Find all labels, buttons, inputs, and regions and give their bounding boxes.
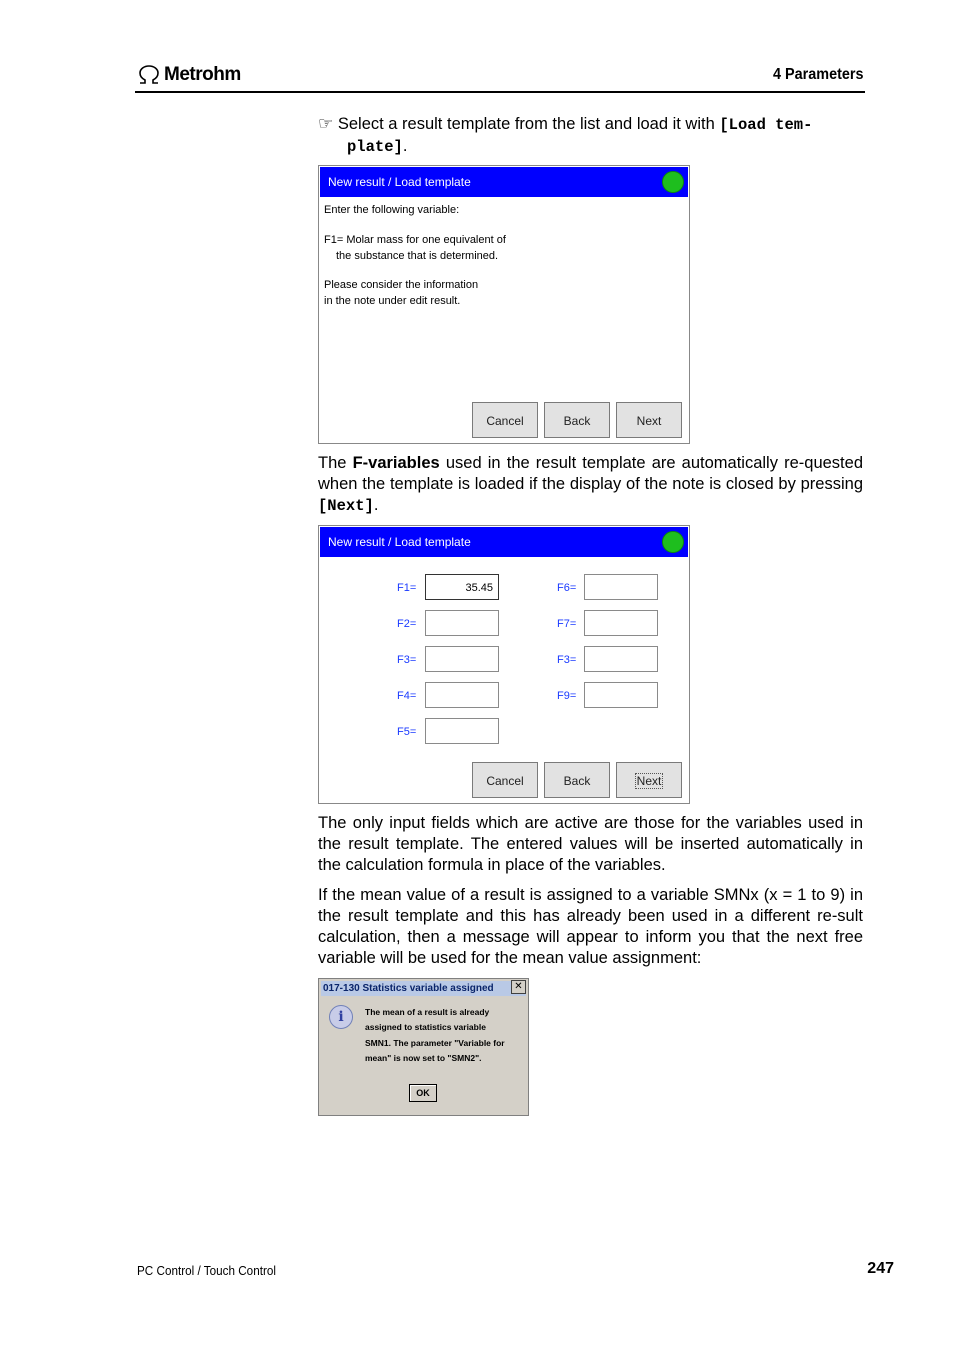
message-box-title: 017-130 Statistics variable assigned [321,981,526,996]
note-line: the substance that is determined. [336,250,499,262]
page-number: 247 [867,1260,894,1277]
intro-period: . [402,137,408,155]
status-led-icon [662,171,684,193]
f5-label: F5= [397,726,417,738]
next-button[interactable] [616,762,682,798]
para-text: used in the result template are automatically re-quested when the template is loaded if the display of the note is closed by pressing [318,454,863,493]
load-template-command: [Load tem- [719,116,813,134]
ok-button[interactable]: OK [409,1084,437,1102]
dialog-title: New result / Load template [320,167,688,197]
footer-title: PC Control / Touch Control [137,1263,276,1278]
f2-input[interactable] [425,610,499,636]
header-rule [135,91,865,93]
f8-input[interactable] [584,646,658,672]
dialog-note [324,202,506,309]
load-template-command-cont: plate] [347,138,403,156]
note-line: F1= Molar mass for one equivalent of [324,234,506,246]
note-line: Please consider the information [324,279,479,291]
f3-input[interactable] [425,646,499,672]
metrohm-logo [137,64,241,86]
message-line: assigned to statistics variable [365,1022,486,1033]
back-button[interactable]: Back [544,402,610,438]
note-line: in the note under edit result. [324,295,461,307]
message-line: mean" is now set to "SMN2". [365,1052,482,1063]
intro-text: Select a result template from the list and load it with [337,115,720,133]
f1-input[interactable]: 35.45 [425,574,499,600]
f-variables-term: F-variables [352,454,440,472]
f1-label: F1= [397,582,417,594]
cancel-button[interactable]: Cancel [472,402,538,438]
load-template-dialog-note [318,165,690,444]
message-line: SMN1. The parameter "Variable for [365,1037,505,1048]
intro-paragraph [318,114,863,158]
info-icon: i [329,1005,353,1029]
f6-input[interactable] [584,574,658,600]
f-variables-paragraph [318,453,863,517]
f8-label: F3= [557,654,577,666]
f4-input[interactable] [425,682,499,708]
f4-label: F4= [397,690,417,702]
next-button-label: Next [636,774,662,788]
active-fields-paragraph: The only input fields which are active are those for the variables used in the result template. The entered values will be inserted automatically in the calculation formula in place of the variables. [318,814,863,874]
note-line: Enter the following variable: [324,204,460,216]
omega-icon [137,65,161,85]
next-button[interactable]: Next [616,402,682,438]
f9-input[interactable] [584,682,658,708]
load-template-dialog-fields [318,525,690,804]
f7-input[interactable] [584,610,658,636]
dialog-title: New result / Load template [320,527,688,557]
f7-label: F7= [557,618,577,630]
cancel-button[interactable]: Cancel [472,762,538,798]
mean-value-paragraph: If the mean value of a result is assigned to a variable SMNx (x = 1 to 9) in the result template and this has already been used in a different re-sult calculation, then a message will appear to inform you that the next free variable will be used for the mean value assignment: [318,886,863,967]
f6-label: F6= [557,582,577,594]
f3-label: F3= [397,654,417,666]
statistics-message-box [318,978,529,1116]
brand-name: Metrohm [164,64,241,85]
back-button[interactable]: Back [544,762,610,798]
hand-pointer-icon: ☞ [318,114,334,134]
f9-label: F9= [557,690,577,702]
para-period: . [373,496,379,514]
f2-label: F2= [397,618,417,630]
para-text: The [318,454,353,472]
section-title: 4 Parameters [773,66,864,83]
close-icon[interactable]: ✕ [511,980,526,994]
f5-input[interactable] [425,718,499,744]
message-text [365,1005,523,1066]
message-line: The mean of a result is already [365,1007,490,1017]
next-command: [Next] [318,497,374,515]
status-led-icon [662,531,684,553]
